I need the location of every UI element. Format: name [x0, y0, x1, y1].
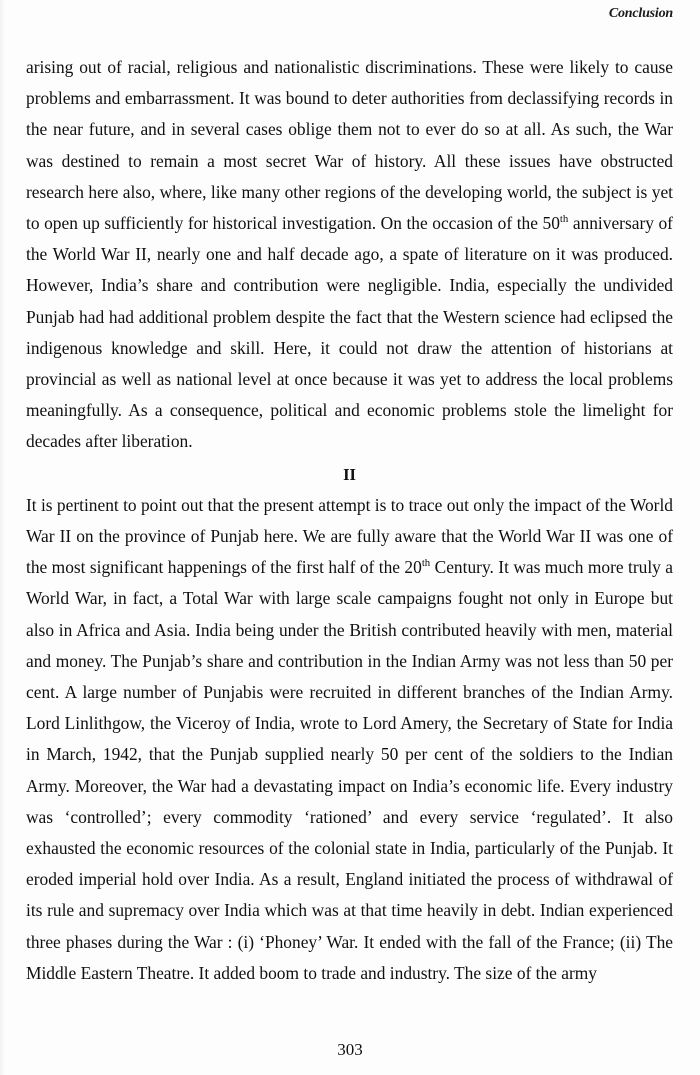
ordinal-suffix-superscript: th	[421, 557, 431, 570]
section-heading: II	[343, 464, 356, 484]
scan-edge	[0, 0, 5, 1075]
running-head: Conclusion	[608, 6, 673, 21]
ordinal-suffix-superscript: th	[559, 213, 569, 226]
page-body	[26, 52, 673, 989]
paragraph-text-segment: Century. It was much more truly a World War, in fact, a Total War with large scale campaigns fought not only in Europe but also in Africa and Asia. India being under the British contributed heavily with men, material and money. The Punjab’s share and contribution in the Indian Army was not less than 50 per cent. A large number of Punjabis were recruited in different branches of the Indian Army. Lord Linlithgow, the Viceroy of India, wrote to Lord Amery, the Secretary of State for India in March, 1942, that the Punjab supplied nearly 50 per cent of the soldiers to the Indian Army. Moreover, the War had a devastating impact on India’s economic life. Every industry was ‘controlled’; every commodity ‘rationed’ and every service ‘regulated’. It also exhausted the economic resources of the colonial state in India, particularly of the Punjab. It eroded imperial hold over India. As a result, England initiated the process of withdrawal of its rule and supremacy over India which was at that time heavily in debt. Indian experienced three phases during the War : (i) ‘Phoney’ War. It ended with the fall of the France; (ii) The Middle Eastern Theatre. It added boom to trade and industry. The size of the army	[26, 557, 673, 983]
paragraph-continued	[26, 52, 673, 458]
paragraph-text-segment: anniversary of the World War II, nearly one and half decade ago, a spate of literature on it was produced. However, India’s share and contribution were negligible. India, especially the undivided Punjab had had additional problem despite the fact that the Western science had eclipsed the indigenous knowledge and skill. Here, it could not draw the attention of historians at provincial as well as national level at once because it was yet to address the local problems meaningfully. As a consequence, political and economic problems stole the limelight for decades after liberation.	[26, 213, 673, 452]
paragraph-text-segment: arising out of racial, religious and nationalistic discriminations. These were likely to cause problems and embarrassment. It was bound to deter authorities from declassifying records in the near future, and in several cases oblige them not to ever do so at all. As such, the War was destined to remain a most secret War of history. All these issues have obstructed research here also, where, like many other regions of the developing world, the subject is yet to open up sufficiently for historical investigation. On the occasion of the 50	[26, 57, 673, 234]
paragraph-text-segment: It is pertinent to point out that the present attempt is to trace out only the impact of the World War II on the province of Punjab here. We are fully aware that the World War II was one of the most significant happenings of the first half of the 20	[26, 494, 673, 578]
paragraph-section-two	[26, 490, 673, 989]
page-number: 303	[337, 1040, 363, 1059]
